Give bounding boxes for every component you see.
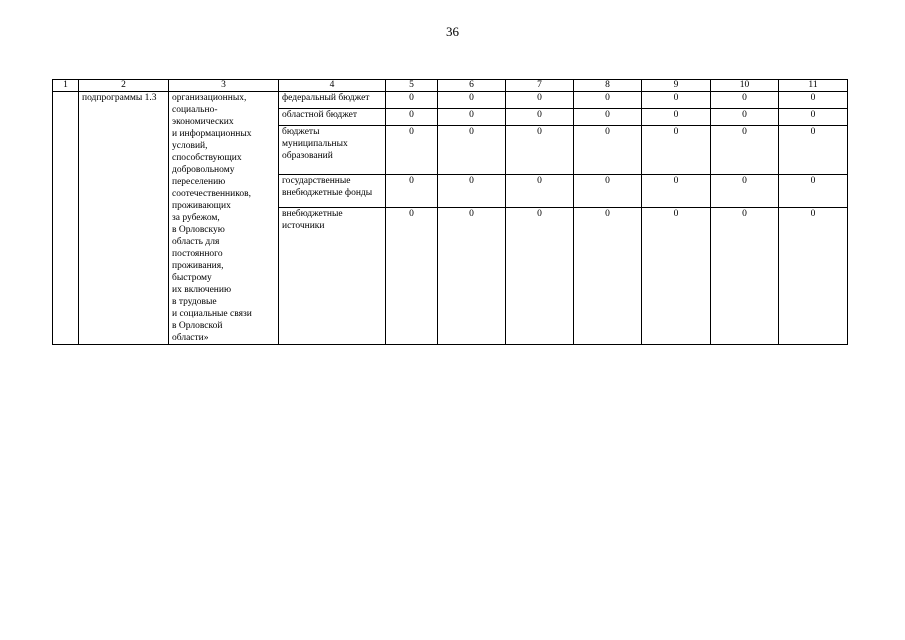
value-cell: 0: [438, 175, 506, 208]
col1-cell: [53, 92, 79, 345]
description-cell: [169, 92, 279, 345]
value-cell: 0: [711, 126, 779, 175]
value-cell: 0: [711, 109, 779, 126]
col-header-8: 8: [574, 80, 642, 92]
description-line: экономических: [172, 117, 234, 127]
description-line: способствующих: [172, 153, 242, 163]
description-line: и социальные связи: [172, 309, 252, 319]
col-header-5: 5: [386, 80, 438, 92]
value-cell: 0: [438, 92, 506, 109]
col-header-10: 10: [711, 80, 779, 92]
description-line: в трудовые: [172, 297, 217, 307]
col-header-1: 1: [53, 80, 79, 92]
col-header-9: 9: [642, 80, 711, 92]
value-cell: 0: [438, 208, 506, 345]
value-cell: 0: [438, 126, 506, 175]
description-line: переселению: [172, 177, 226, 187]
description-line: быстрому: [172, 273, 212, 283]
funding-source: внебюджетные источники: [279, 208, 386, 345]
value-cell: 0: [506, 109, 574, 126]
value-cell: 0: [506, 208, 574, 345]
value-cell: 0: [779, 208, 848, 345]
description-line: область для: [172, 237, 220, 247]
col-header-2: 2: [79, 80, 169, 92]
value-cell: 0: [506, 126, 574, 175]
description-line: за рубежом,: [172, 213, 220, 223]
col-header-4: 4: [279, 80, 386, 92]
funding-source: областной бюджет: [279, 109, 386, 126]
funding-source: государственные внебюджетные фонды: [279, 175, 386, 208]
value-cell: 0: [711, 208, 779, 345]
value-cell: 0: [779, 109, 848, 126]
value-cell: 0: [574, 175, 642, 208]
description-line: соотечественников,: [172, 189, 251, 199]
funding-table: [52, 79, 848, 345]
table-row: [53, 92, 848, 109]
value-cell: 0: [574, 208, 642, 345]
value-cell: 0: [779, 92, 848, 109]
value-cell: 0: [779, 126, 848, 175]
subprogram-cell: подпрограммы 1.3: [79, 92, 169, 345]
table-header-row: [53, 80, 848, 92]
page-number: 36: [446, 24, 459, 39]
funding-source: бюджеты муниципальных образований: [279, 126, 386, 175]
value-cell: 0: [711, 92, 779, 109]
value-cell: 0: [438, 109, 506, 126]
description-line: их включению: [172, 285, 232, 295]
value-cell: 0: [574, 109, 642, 126]
value-cell: 0: [642, 109, 711, 126]
value-cell: 0: [506, 92, 574, 109]
description-line: проживания,: [172, 261, 224, 271]
value-cell: 0: [386, 109, 438, 126]
value-cell: 0: [711, 175, 779, 208]
col-header-3: 3: [169, 80, 279, 92]
value-cell: 0: [642, 208, 711, 345]
description-line: организационных,: [172, 93, 247, 103]
description-line: постоянного: [172, 249, 223, 259]
description-line: в Орловскую: [172, 225, 225, 235]
value-cell: 0: [642, 92, 711, 109]
value-cell: 0: [386, 126, 438, 175]
funding-source: федеральный бюджет: [279, 92, 386, 109]
description-line: проживающих: [172, 201, 231, 211]
value-cell: 0: [574, 92, 642, 109]
value-cell: 0: [386, 92, 438, 109]
value-cell: 0: [779, 175, 848, 208]
value-cell: 0: [386, 175, 438, 208]
col-header-11: 11: [779, 80, 848, 92]
value-cell: 0: [642, 126, 711, 175]
description-line: области»: [172, 333, 209, 343]
value-cell: 0: [506, 175, 574, 208]
col-header-7: 7: [506, 80, 574, 92]
description-line: добровольному: [172, 165, 235, 175]
description-line: в Орловской: [172, 321, 223, 331]
value-cell: 0: [642, 175, 711, 208]
description-line: и информационных: [172, 129, 252, 139]
value-cell: 0: [574, 126, 642, 175]
description-line: условий,: [172, 141, 208, 151]
col-header-6: 6: [438, 80, 506, 92]
value-cell: 0: [386, 208, 438, 345]
description-line: социально-: [172, 105, 218, 115]
